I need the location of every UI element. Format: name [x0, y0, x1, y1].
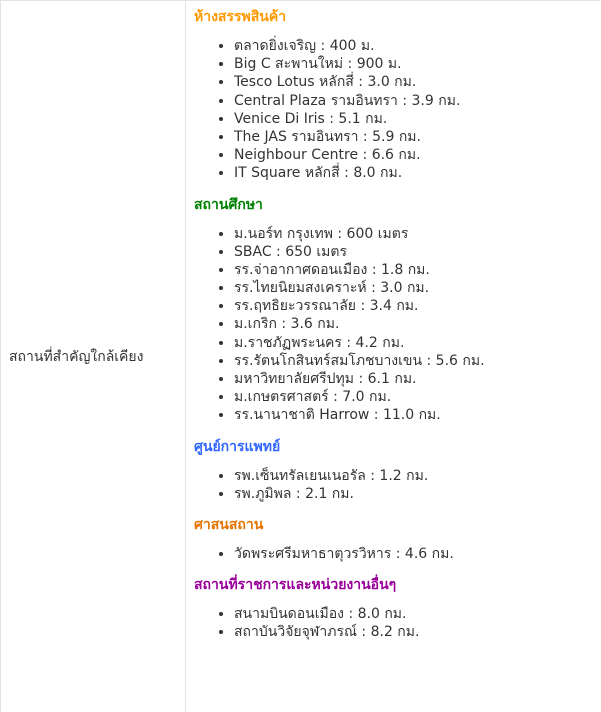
list-item: • สถาบันวิจัยจุฬาภรณ์ : 8.2 กม.: [234, 623, 600, 641]
section-medical: [194, 437, 600, 503]
section-title-shopping: ห้างสรรพสินค้า: [194, 9, 287, 25]
section-title-government: สถานที่ราชการและหน่วยงานอื่นๆ: [194, 577, 397, 594]
content-cell: [186, 1, 600, 712]
list-item: • รร.ไทยนิยมสงเคราะห์ : 3.0 กม.: [234, 279, 600, 297]
section-shopping: [194, 7, 600, 183]
list-item: • วัดพระศรีมหาธาตุวรวิหาร : 4.6 กม.: [234, 545, 600, 563]
list-medical: [194, 467, 600, 503]
list-item: • ม.นอร์ท กรุงเทพ : 600 เมตร: [234, 225, 600, 243]
section-education: [194, 195, 600, 425]
section-government: [194, 575, 600, 641]
list-item: • รพ.ภูมิพล : 2.1 กม.: [234, 485, 600, 503]
list-item: • Tesco Lotus หลักสี่ : 3.0 กม.: [234, 73, 600, 91]
section-title-religious: ศาสนสถาน: [194, 516, 264, 533]
list-item: • รพ.เซ็นทรัลเยนเนอรัล : 1.2 กม.: [234, 467, 600, 485]
list-item: • Venice Di Iris : 5.1 กม.: [234, 110, 600, 128]
list-item: • Neighbour Centre : 6.6 กม.: [234, 146, 600, 164]
list-government: [194, 605, 600, 641]
list-item: • มหาวิทยาลัยศรีปทุม : 6.1 กม.: [234, 370, 600, 388]
section-title-education: สถานศึกษา: [194, 196, 263, 213]
list-item: • รร.รัตนโกสินทร์สมโภชบางเขน : 5.6 กม.: [234, 352, 600, 370]
row-label: สถานที่สำคัญใกล้เคียง: [9, 348, 144, 365]
list-item: • Central Plaza รามอินทรา : 3.9 กม.: [234, 92, 600, 110]
list-shopping: [194, 37, 600, 183]
section-title-medical: ศูนย์การแพทย์: [194, 438, 281, 455]
list-education: [194, 225, 600, 425]
list-religious: [194, 545, 600, 563]
list-item: • ม.เกษตรศาสตร์ : 7.0 กม.: [234, 388, 600, 406]
list-item: • SBAC : 650 เมตร: [234, 243, 600, 261]
section-religious: [194, 515, 600, 563]
list-item: • Big C สะพานใหม่ : 900 ม.: [234, 55, 600, 73]
list-item: • รร.จ่าอากาศดอนเมือง : 1.8 กม.: [234, 261, 600, 279]
list-item: • ตลาดยิ่งเจริญ : 400 ม.: [234, 37, 600, 55]
list-item: • รร.ฤทธิยะวรรณาลัย : 3.4 กม.: [234, 297, 600, 315]
list-item: • ม.เกริก : 3.6 กม.: [234, 315, 600, 333]
list-item: • สนามบินดอนเมือง : 8.0 กม.: [234, 605, 600, 623]
row-label-cell: [1, 1, 186, 712]
list-item: • IT Square หลักสี่ : 8.0 กม.: [234, 164, 600, 182]
list-item: • รร.นานาชาติ Harrow : 11.0 กม.: [234, 406, 600, 424]
list-item: • ม.ราชภัฏพระนคร : 4.2 กม.: [234, 334, 600, 352]
list-item: • The JAS รามอินทรา : 5.9 กม.: [234, 128, 600, 146]
